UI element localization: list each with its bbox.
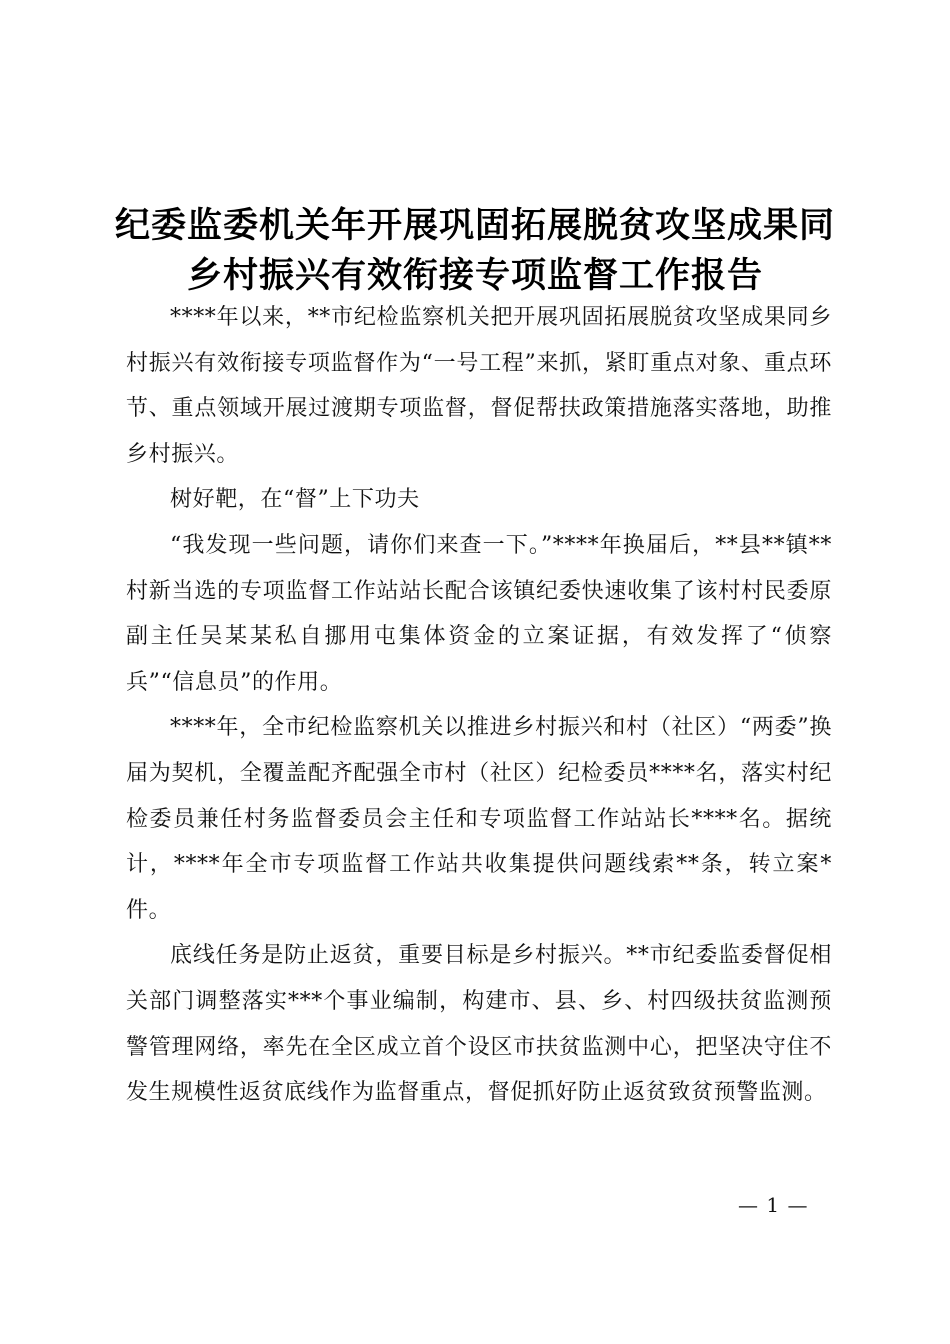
- document-body: [126, 295, 832, 1116]
- section-heading: 树好靶，在“督”上下功夫: [170, 487, 420, 513]
- title-line-1: 纪委监委机关年开展巩固拓展脱贫攻坚成果同: [114, 206, 835, 247]
- case-paragraph: “我发现一些问题，请你们来查一下。”****年换届后，**县**镇**村新当选的专项监督工作站站长配合该镇纪委快速收集了该村村民委原副主任吴某某私自挪用屯集体资金的立案证据，有效发挥了“侦察兵”“信息员”的作用。: [126, 532, 832, 695]
- title-line-2: 乡村振兴有效衔接专项监督工作报告: [186, 256, 763, 297]
- monitoring-paragraph: 底线任务是防止返贫，重要目标是乡村振兴。**市纪委监委督促相关部门调整落实***个事业编制，构建市、县、乡、村四级扶贫监测预警管理网络，率先在全区成立首个设区市扶贫监测中心，把坚决守住不发生规模性返贫底线作为监督重点，督促抓好防止返贫致贫预警监测。: [126, 943, 832, 1106]
- page-number: — 1 —: [738, 1193, 809, 1217]
- statistics-paragraph: ****年，全市纪检监察机关以推进乡村振兴和村（社区）“两委”换届为契机，全覆盖配齐配强全市村（社区）纪检委员****名，落实村纪检委员兼任村务监督委员会主任和专项监督工作站站长****名。据统计，****年全市专项监督工作站共收集提供问题线索**条，转立案*件。: [126, 715, 832, 923]
- document-title: [100, 201, 850, 301]
- intro-paragraph: ****年以来，**市纪检监察机关把开展巩固拓展脱贫攻坚成果同乡村振兴有效衔接专项监督作为“一号工程”来抓，紧盯重点对象、重点环节、重点领域开展过渡期专项监督，督促帮扶政策措施落实落地，助推乡村振兴。: [126, 305, 832, 467]
